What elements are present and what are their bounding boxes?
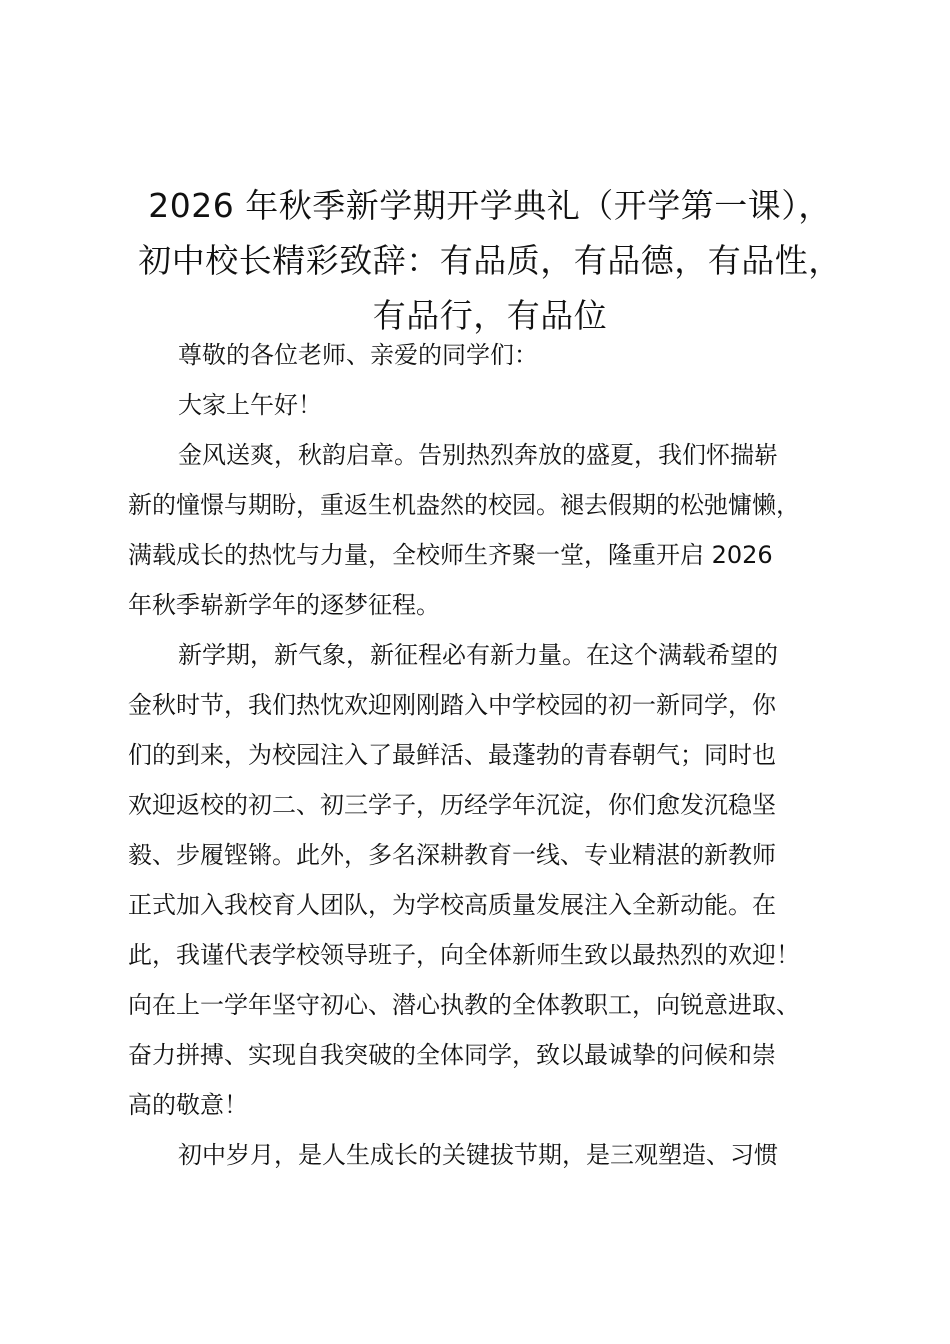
document-body: [128, 330, 852, 1180]
title-line-2: 初中校长精彩致辞：有品质，有品德，有品性，: [138, 241, 842, 280]
title-line-1: 2026 年秋季新学期开学典礼（开学第一课），: [148, 186, 832, 225]
body-line: 满载成长的热忱与力量，全校师生齐聚一堂，隆重开启 2026: [128, 541, 773, 569]
body-line: 金风送爽，秋韵启章。告别热烈奔放的盛夏，我们怀揣崭: [178, 441, 778, 469]
body-line: 此，我谨代表学校领导班子，向全体新师生致以最热烈的欢迎！: [128, 941, 800, 969]
body-line: 大家上午好！: [178, 391, 322, 419]
body-line: 金秋时节，我们热忱欢迎刚刚踏入中学校园的初一新同学，你: [128, 691, 776, 719]
body-line: 尊敬的各位老师、亲爱的同学们：: [178, 341, 538, 369]
paragraph-junior-years: [128, 1130, 852, 1180]
body-line: 奋力拼搏、实现自我突破的全体同学，致以最诚挚的问候和崇: [128, 1041, 776, 1069]
body-line: 高的敬意！: [128, 1091, 248, 1119]
body-line: 初中岁月，是人生成长的关键拔节期，是三观塑造、习惯: [178, 1141, 778, 1169]
paragraph-salutation: [128, 330, 852, 380]
body-line: 们的到来，为校园注入了最鲜活、最蓬勃的青春朝气；同时也: [128, 741, 776, 769]
paragraph-greeting: [128, 380, 852, 430]
title-line-3: 有品行，有品位: [372, 296, 608, 335]
body-line: 欢迎返校的初二、初三学子，历经学年沉淀，你们愈发沉稳坚: [128, 791, 776, 819]
body-line: 年秋季崭新学年的逐梦征程。: [128, 591, 440, 619]
paragraph-welcome: [128, 630, 852, 1130]
body-line: 毅、步履铿锵。此外，多名深耕教育一线、专业精湛的新教师: [128, 841, 776, 869]
body-line: 正式加入我校育人团队，为学校高质量发展注入全新动能。在: [128, 891, 776, 919]
paragraph-opening: [128, 430, 852, 630]
body-line: 新的憧憬与期盼，重返生机盎然的校园。褪去假期的松弛慵懒，: [128, 491, 800, 519]
body-line: 向在上一学年坚守初心、潜心执教的全体教职工，向锐意进取、: [128, 991, 800, 1019]
body-line: 新学期，新气象，新征程必有新力量。在这个满载希望的: [178, 641, 778, 669]
document-title: [118, 178, 862, 343]
